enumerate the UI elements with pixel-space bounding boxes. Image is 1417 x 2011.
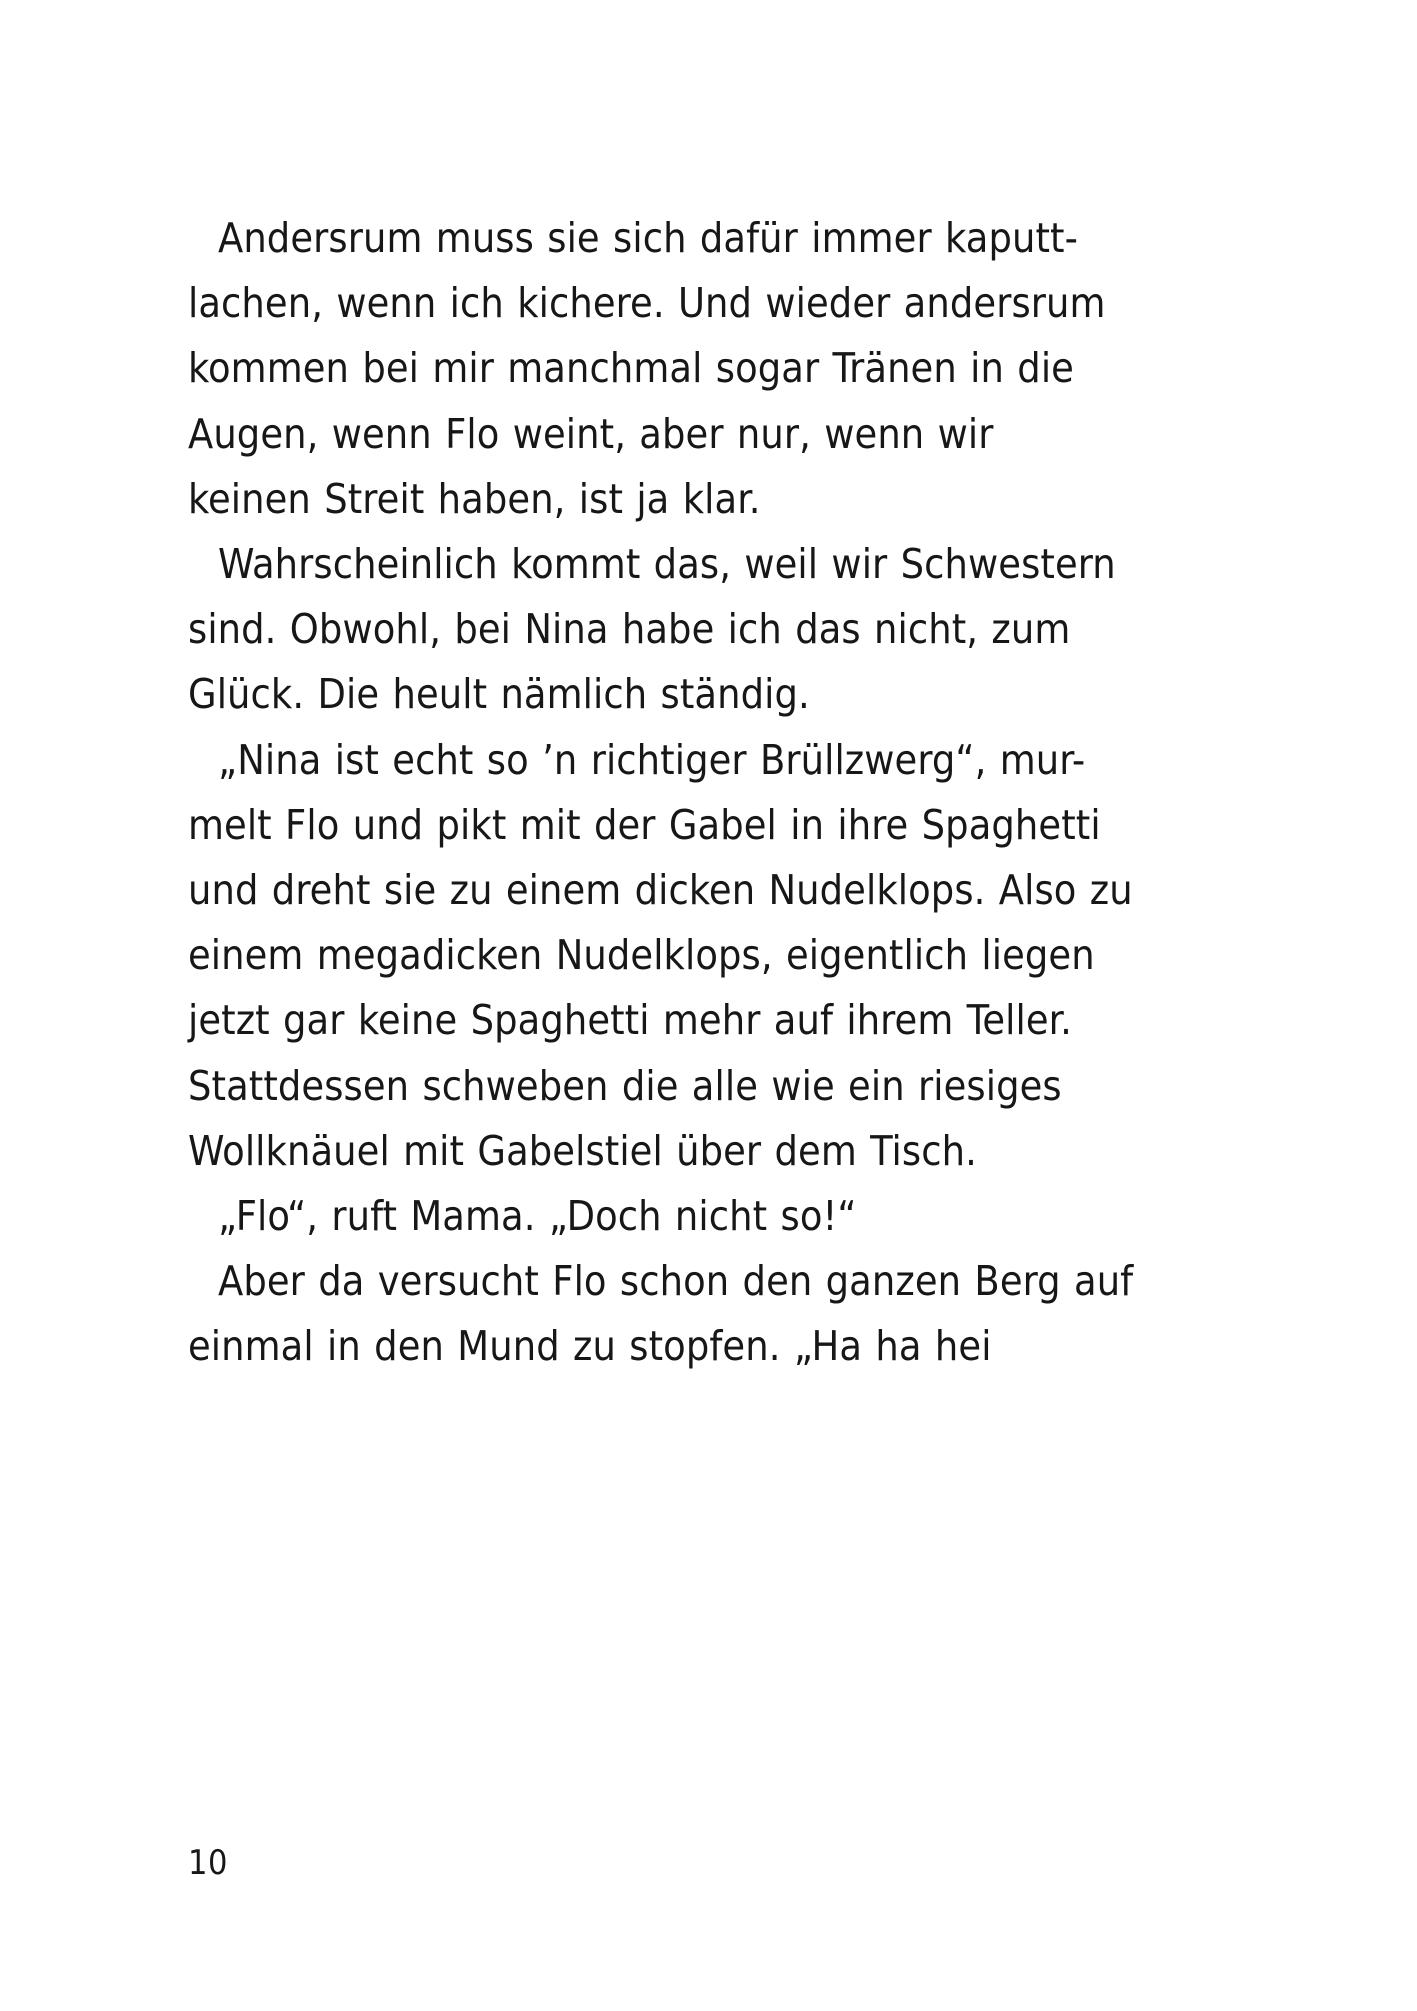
text-line: „Flo“, ruft Mama. „Doch nicht so!“ bbox=[218, 1192, 857, 1241]
text-line: Wahrscheinlich kommt das, weil wir Schwestern bbox=[218, 540, 1116, 589]
text-line: einmal in den Mund zu stopfen. „Ha ha hei bbox=[188, 1322, 992, 1371]
text-line: Augen, wenn Flo weint, aber nur, wenn wir bbox=[188, 409, 994, 458]
text-line: einem megadicken Nudelklops, eigentlich liegen bbox=[188, 931, 1095, 980]
paragraph-1 bbox=[188, 206, 1232, 532]
text-line: lachen, wenn ich kichere. Und wieder andersrum bbox=[188, 279, 1106, 328]
text-line: und dreht sie zu einem dicken Nudelklops. Also zu bbox=[188, 866, 1133, 915]
text-line: kommen bei mir manchmal sogar Tränen in die bbox=[188, 344, 1074, 393]
paragraph-5 bbox=[188, 1249, 1232, 1379]
text-line: sind. Obwohl, bei Nina habe ich das nicht, zum bbox=[188, 605, 1071, 654]
text-line: keinen Streit haben, ist ja klar. bbox=[188, 474, 761, 523]
text-line: melt Flo und pikt mit der Gabel in ihre Spaghetti bbox=[188, 800, 1101, 849]
text-line: Aber da versucht Flo schon den ganzen Berg auf bbox=[218, 1257, 1134, 1306]
text-line: jetzt gar keine Spaghetti mehr auf ihrem Teller. bbox=[188, 996, 1072, 1045]
paragraph-2 bbox=[188, 532, 1232, 728]
page-number: 10 bbox=[188, 1843, 228, 1883]
text-line: Andersrum muss sie sich dafür immer kaputt- bbox=[218, 214, 1078, 262]
text-line: Stattdessen schweben die alle wie ein riesiges bbox=[188, 1061, 1062, 1110]
page-text-block bbox=[188, 206, 1232, 1380]
paragraph-3 bbox=[188, 728, 1232, 1184]
paragraph-4 bbox=[188, 1184, 1232, 1249]
text-line: „Nina ist echt so ’n richtiger Brüllzwerg“, mur- bbox=[218, 735, 1086, 784]
text-line: Wollknäuel mit Gabelstiel über dem Tisch. bbox=[188, 1126, 977, 1175]
text-line: Glück. Die heult nämlich ständig. bbox=[188, 670, 810, 719]
